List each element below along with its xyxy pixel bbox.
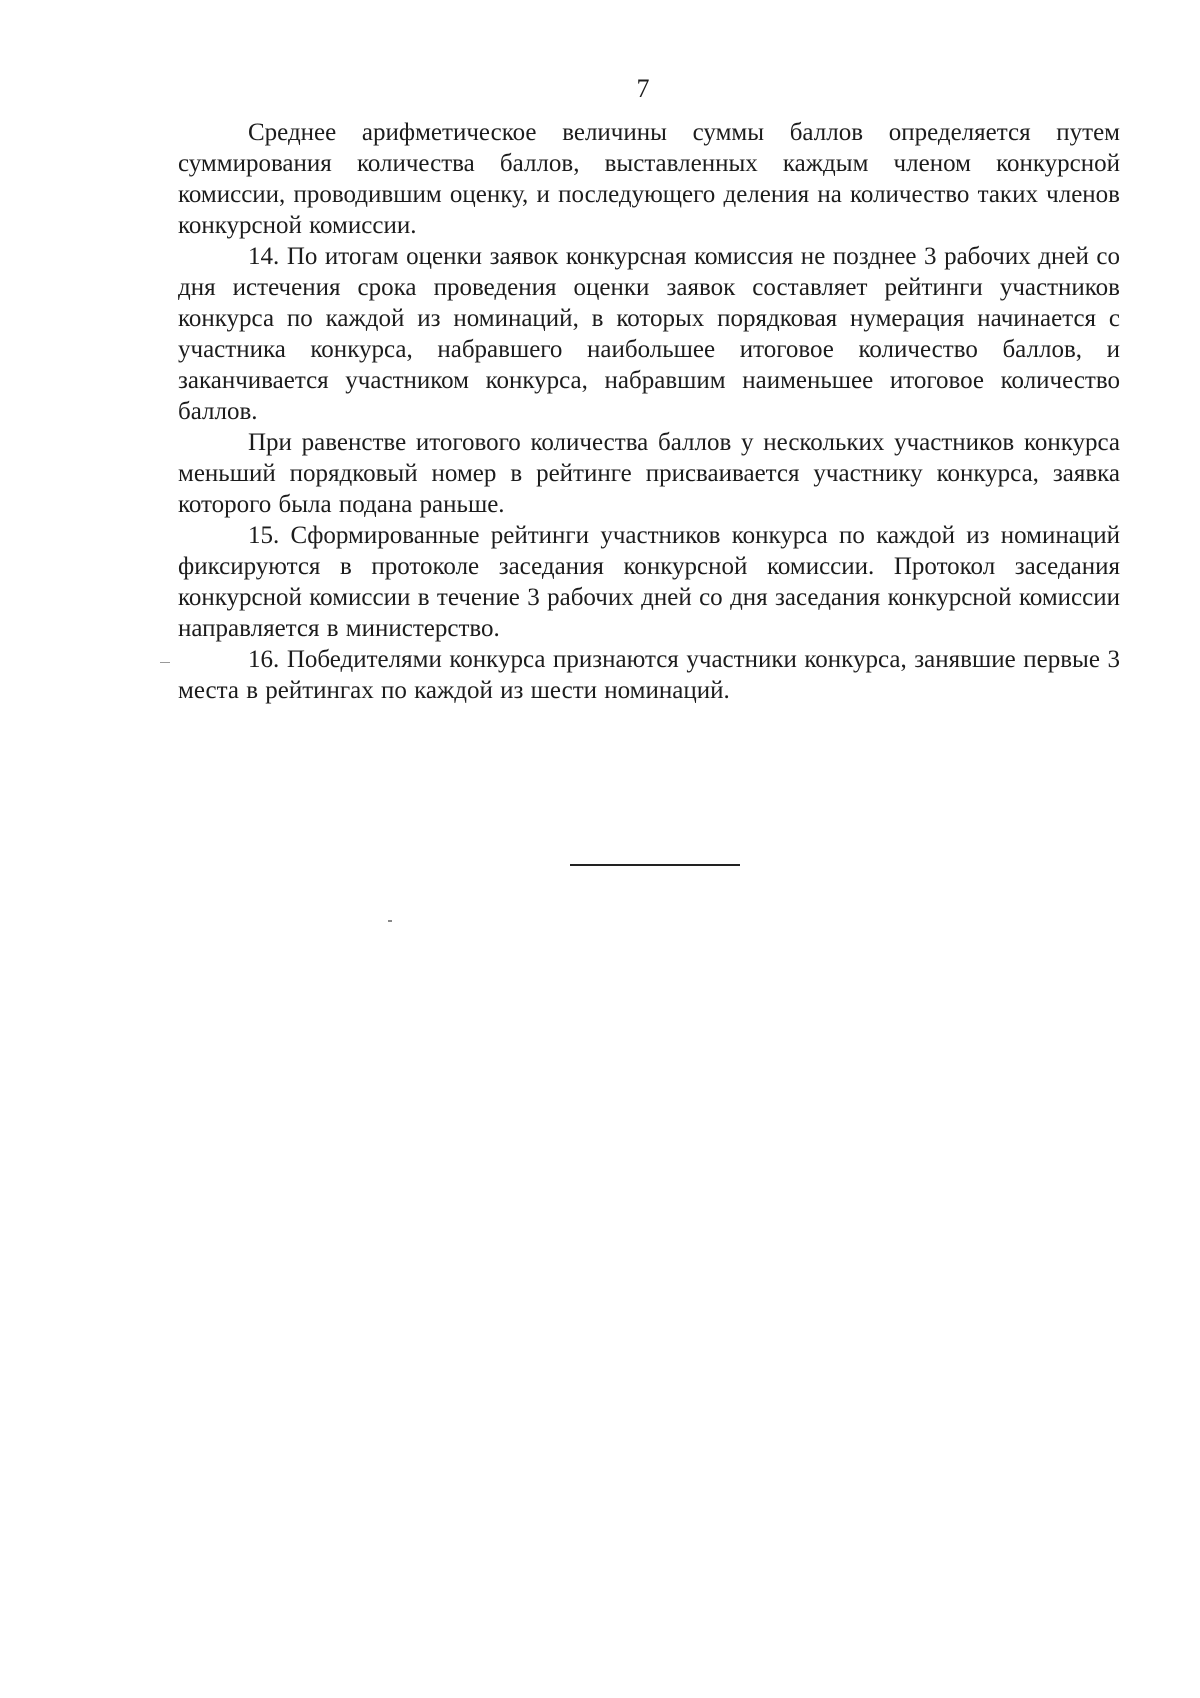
page-number: 7	[636, 74, 650, 103]
document-body	[178, 117, 1120, 706]
paragraph-item-16: 16. Победителями конкурса признаются участники конкурса, занявшие первые 3 места в рейтингах по каждой из шести номинаций.	[178, 646, 1120, 704]
end-of-document-rule	[570, 864, 740, 866]
paragraph-item-14: 14. По итогам оценки заявок конкурсная комиссия не позднее 3 рабочих дней со дня истечения срока проведения оценки заявок составляет рейтинги участников конкурса по каждой из номинаций, в которых порядковая нумерация начинается с участника конкурса, набравшего наибольшее итоговое количество баллов, и заканчивается участником конкурса, набравшим наименьшее итоговое количество баллов.	[178, 243, 1120, 425]
margin-scan-mark	[160, 662, 170, 663]
paragraph-tie-rule: При равенстве итогового количества баллов у нескольких участников конкурса меньший порядковый номер в рейтинге присваивается участнику конкурса, заявка которого была подана раньше.	[178, 429, 1120, 518]
paragraph-average-score: Среднее арифметическое величины суммы баллов определяется путем суммирования количества баллов, выставленных каждым членом конкурсной комиссии, проводившим оценку, и последующего деления на количество таких членов конкурсной комиссии.	[178, 119, 1120, 239]
paragraph-item-15: 15. Сформированные рейтинги участников конкурса по каждой из номинаций фиксируются в протоколе заседания конкурсной комиссии. Протокол заседания конкурсной комиссии в течение 3 рабочих дней со дня заседания конкурсной комиссии направляется в министерство.	[178, 522, 1120, 642]
scan-speck	[388, 920, 392, 922]
